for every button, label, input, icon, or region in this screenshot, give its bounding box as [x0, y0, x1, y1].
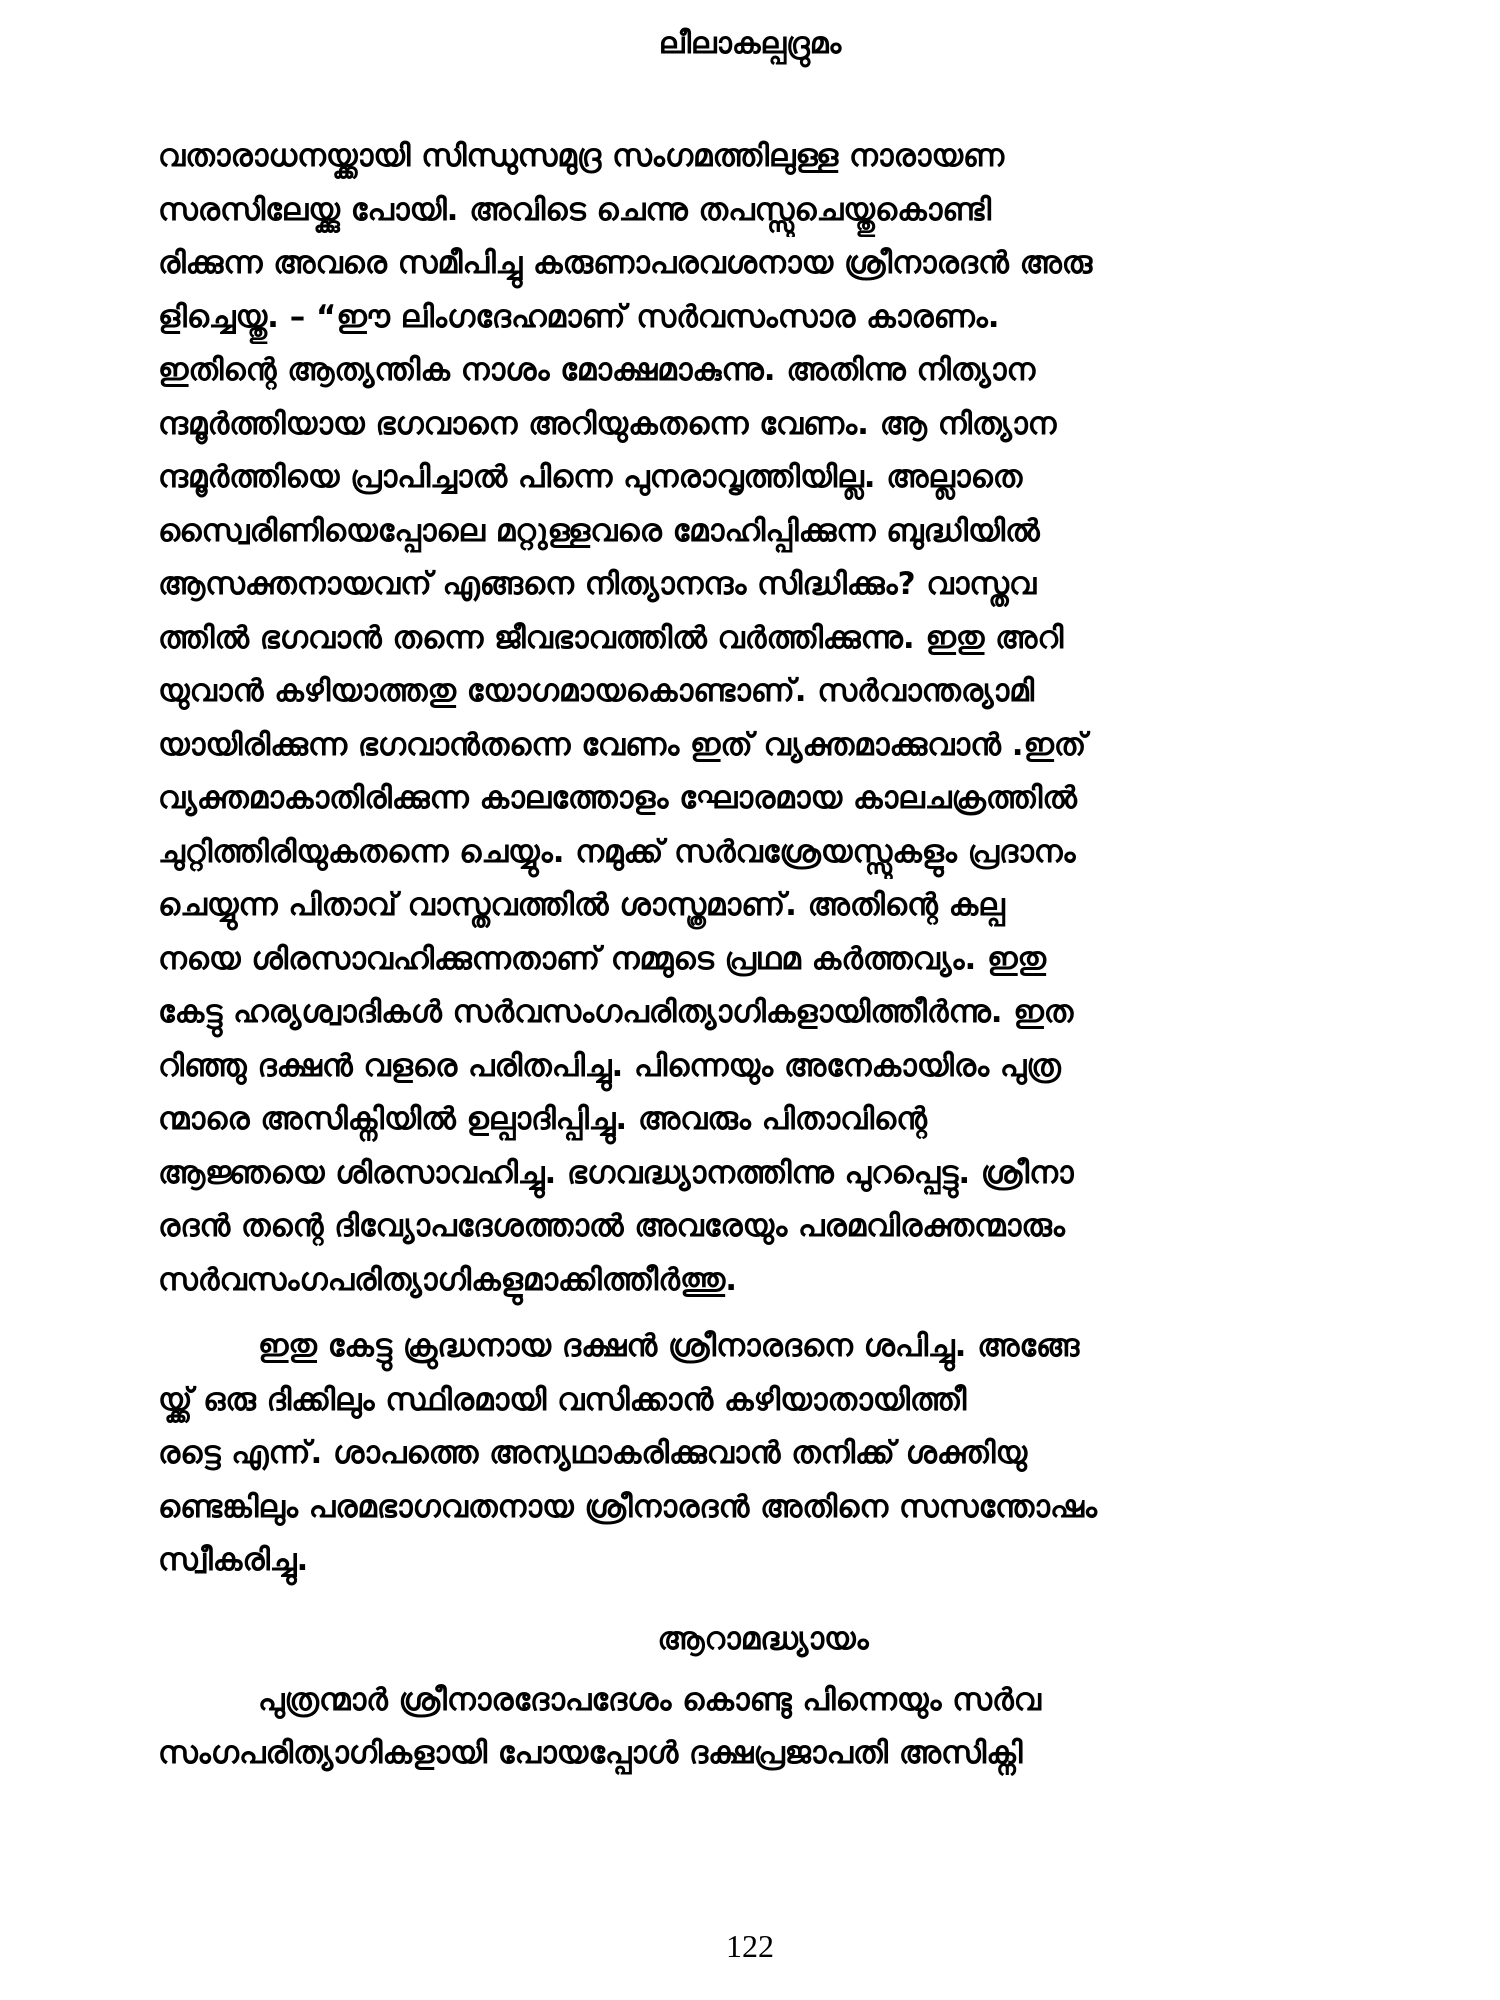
text-line: ചുറ്റിത്തിരിയുകതന്നെ ചെയ്യും. നമുക്ക് സർവശ്രേയസ്സുകളും പ്രദാനം: [158, 833, 1076, 870]
text-line: രദൻ തന്റെ ദിവ്യോപദേശത്താൽ അവരേയും പരമവിരക്തന്മാരും: [158, 1208, 1065, 1244]
paragraph-2: [158, 1320, 1368, 1588]
text-line: യുവാൻ കഴിയാത്തതു യോഗമായകൊണ്ടാണ്. സർവാന്തര്യാമി: [158, 673, 1035, 709]
text-line: നയെ ശിരസാവഹിക്കുന്നതാണ് നമ്മുടെ പ്രഥമ കർത്തവ്യം. ഇതു: [158, 940, 1047, 977]
text-line: സംഗപരിത്യാഗികളായി പോയപ്പോൾ ദക്ഷപ്രജാപതി അസിക്നി: [158, 1735, 1023, 1771]
text-line: യ്ക്ക് ഒരു ദിക്കിലും സ്ഥിരമായി വസിക്കാൻ കഴിയാതായിത്തീ: [158, 1381, 967, 1418]
text-line: ളിച്ചെയ്തു. – “ഈ ലിംഗദേഹമാണ് സർവസംസാര കാരണം.: [158, 298, 1000, 335]
text-line: സരസിലേയ്ക്കു പോയി. അവിടെ ചെന്നു തപസ്സുചെയ്തുകൊണ്ടി: [158, 191, 992, 228]
text-line: വ്യക്തമാകാതിരിക്കുന്ന കാലത്തോളം ഘോരമായ കാലചക്രത്തിൽ: [158, 780, 1077, 816]
text-line: ചെയ്യുന്ന പിതാവ് വാസ്തവത്തിൽ ശാസ്ത്രമാണ്. അതിന്റെ കല്പ: [158, 887, 1005, 923]
running-head: ലീലാകല്പദ്രുമം: [658, 26, 842, 61]
text-line: ത്തിൽ ഭഗവാൻ തന്നെ ജീവഭാവത്തിൽ വർത്തിക്കുന്നു. ഇതു അറി: [158, 619, 1064, 656]
text-line: ന്ദമൂർത്തിയായ ഭഗവാനെ അറിയുകതന്നെ വേണം. ആ നിത്യാന: [158, 405, 1057, 442]
text-line: ന്മാരെ അസിക്നിയിൽ ഉല്പാദിപ്പിച്ചു. അവരും പിതാവിന്റെ: [158, 1101, 927, 1137]
text-line: ണ്ടെങ്കിലും പരമഭാഗവതനായ ശ്രീനാരദൻ അതിനെ സസന്തോഷം: [158, 1488, 1098, 1525]
text-line: വതാരാധനയ്ക്കായി സിന്ധുസമുദ്ര സംഗമത്തിലുള്ള നാരായണ: [158, 138, 1005, 174]
text-line: രിക്കുന്ന അവരെ സമീപിച്ചു കരുണാപരവശനായ ശ്രീനാരദൻ അരു: [158, 245, 1093, 281]
text-line: ആജ്ഞയെ ശിരസാവഹിച്ചു. ഭഗവദ്ധ്യാനത്തിന്നു പുറപ്പെട്ടു. ശ്രീനാ: [158, 1154, 1074, 1191]
paragraph-gap: [158, 1307, 1368, 1320]
text-line: സ്വൈരിണിയെപ്പോലെ മറ്റുള്ളവരെ മോഹിപ്പിക്കുന്ന ബുദ്ധിയിൽ: [158, 512, 1040, 549]
page-number: 122: [726, 1928, 774, 1964]
text-line: ഇതിന്റെ ആത്യന്തിക നാശം മോക്ഷമാകുന്നു. അതിന്നു നിത്യാന: [158, 352, 1036, 388]
page-body: [158, 130, 1368, 1781]
section-heading: ആറാമദ്ധ്യായം: [657, 1620, 869, 1657]
text-line: ഇതു കേട്ടു ക്രുദ്ധനായ ദക്ഷൻ ശ്രീനാരദനെ ശപിച്ചു. അങ്ങേ: [258, 1328, 1080, 1364]
text-line: സ്വീകരിച്ചു.: [158, 1542, 309, 1578]
text-line: ആസക്തനായവന് എങ്ങനെ നിത്യാനന്ദം സിദ്ധിക്കും? വാസ്തവ: [158, 566, 1037, 602]
text-line: കേട്ടു ഹര്യശ്വാദികൾ സർവസംഗപരിത്യാഗികളായിത്തീർന്നു. ഇത: [158, 994, 1074, 1030]
text-line: സർവസംഗപരിത്യാഗികളുമാക്കിത്തീർത്തു.: [158, 1261, 737, 1298]
text-line: യായിരിക്കുന്ന ഭഗവാൻതന്നെ വേണം ഇത് വ്യക്തമാക്കുവാൻ .ഇത്: [158, 726, 1087, 763]
text-line: ന്ദമൂർത്തിയെ പ്രാപിച്ചാൽ പിന്നെ പുനരാവൃത്തിയില്ല. അല്ലാതെ: [158, 459, 1023, 495]
text-line: പുത്രന്മാർ ശ്രീനാരദോപദേശം കൊണ്ടു പിന്നെയും സർവ: [258, 1681, 1041, 1718]
paragraph-1: [158, 130, 1368, 1307]
text-line: രട്ടെ എന്ന്. ശാപത്തെ അന്യഥാകരിക്കുവാൻ തനിക്ക് ശക്തിയു: [158, 1435, 1028, 1471]
text-line: റിഞ്ഞു ദക്ഷൻ വളരെ പരിതപിച്ചു. പിന്നെയും അനേകായിരം പുത്ര: [158, 1047, 1061, 1084]
paragraph-3: [158, 1674, 1368, 1781]
